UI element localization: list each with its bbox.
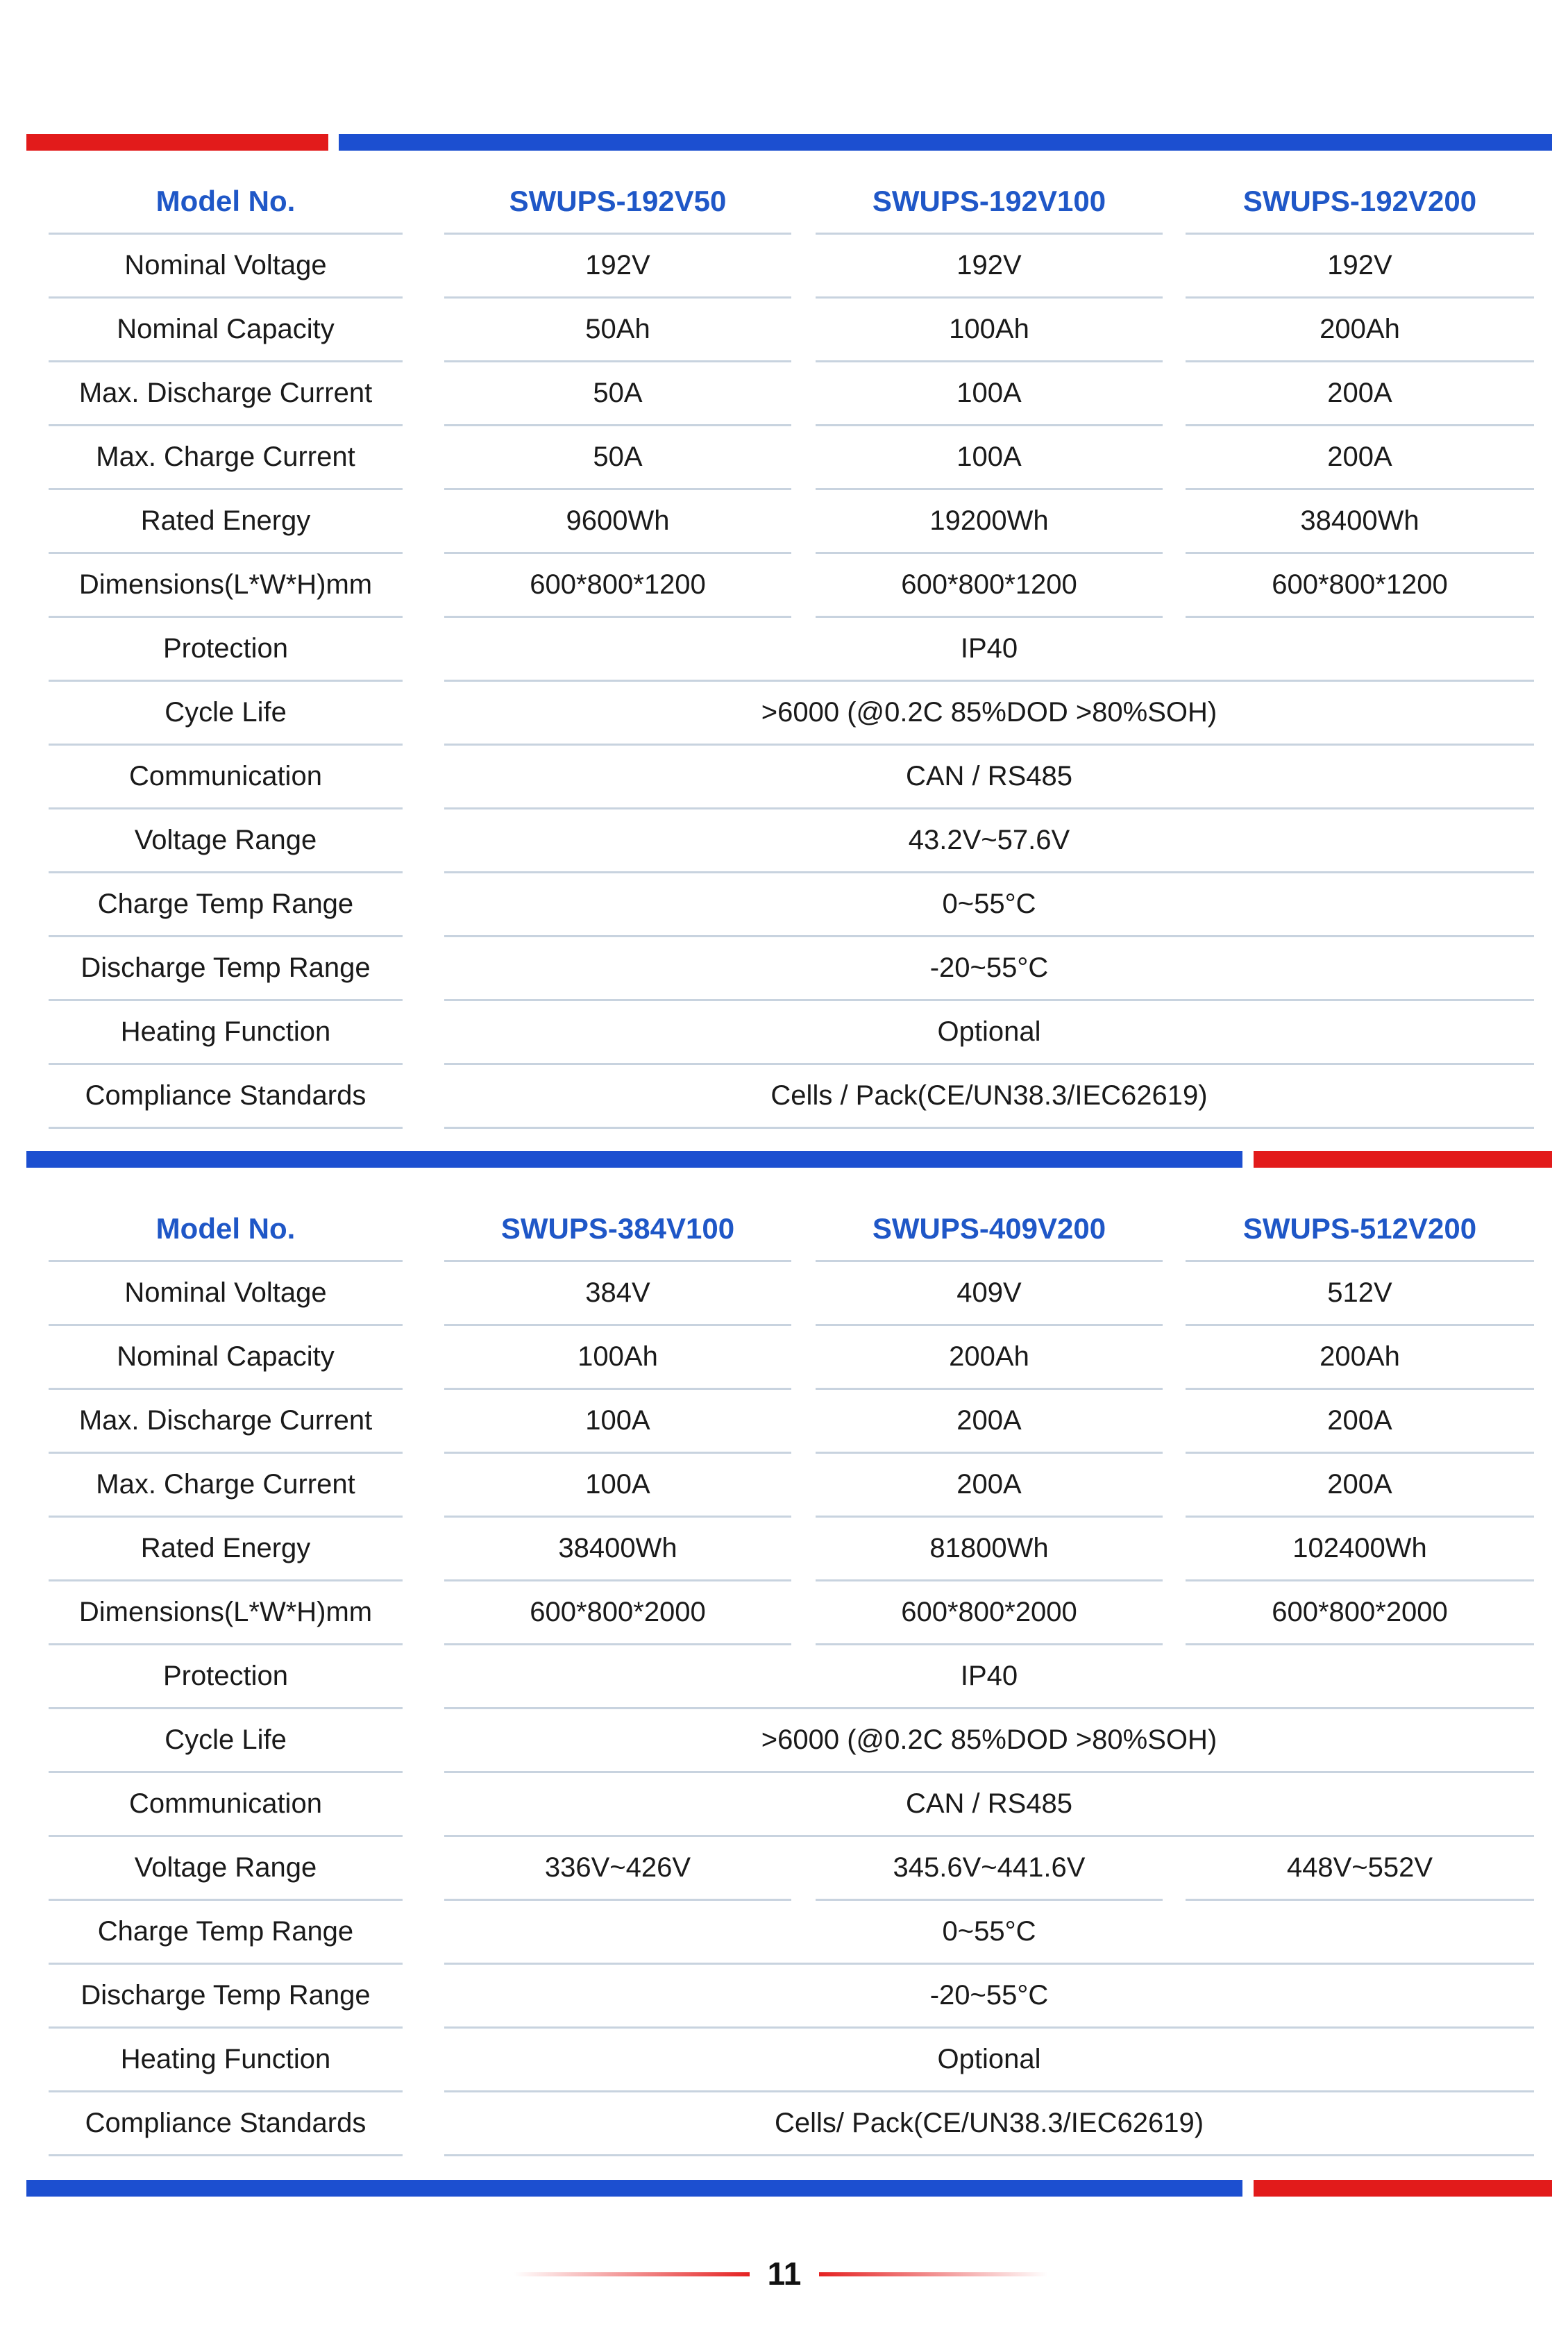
table-row — [49, 1064, 1534, 1128]
value-cell: 600*800*2000 — [1186, 1581, 1534, 1645]
table-row — [49, 489, 1534, 553]
value-cell: 600*800*1200 — [444, 553, 791, 618]
value-cell: 200Ah — [816, 1325, 1163, 1390]
header-cell: SWUPS-192V50 — [444, 170, 791, 235]
value-cell: 600*800*2000 — [816, 1581, 1163, 1645]
merged-value-cell: Cells/ Pack(CE/UN38.3/IEC62619) — [444, 2092, 1534, 2156]
value-cell: 81800Wh — [816, 1517, 1163, 1581]
merged-value-cell: -20~55°C — [444, 1964, 1534, 2029]
table-row — [49, 1645, 1534, 1709]
value-cell: 200Ah — [1186, 1325, 1534, 1390]
value-cell: 600*800*1200 — [816, 553, 1163, 618]
value-cell: 409V — [816, 1261, 1163, 1326]
row-label: Nominal Voltage — [49, 234, 403, 299]
table-body — [49, 1261, 1534, 2156]
row-label: Cycle Life — [49, 1709, 403, 1773]
merged-value-cell: Cells / Pack(CE/UN38.3/IEC62619) — [444, 1064, 1534, 1129]
table-row — [49, 617, 1534, 681]
row-label: Protection — [49, 617, 403, 682]
table-row — [49, 937, 1534, 1000]
table-row — [49, 1964, 1534, 2028]
value-cell: 200A — [1186, 1453, 1534, 1518]
spec-table-2 — [49, 1198, 1534, 2156]
row-label: Cycle Life — [49, 681, 403, 746]
header-cell: SWUPS-192V200 — [1186, 170, 1534, 235]
merged-value-cell: IP40 — [444, 617, 1534, 682]
table-header-row — [49, 170, 1534, 234]
table-row — [49, 1325, 1534, 1389]
merged-value-cell: >6000 (@0.2C 85%DOD >80%SOH) — [444, 1709, 1534, 1773]
value-cell: 100A — [444, 1389, 791, 1454]
table-row — [49, 234, 1534, 298]
value-cell: 600*800*1200 — [1186, 553, 1534, 618]
merged-value-cell: 0~55°C — [444, 1900, 1534, 1965]
footer-line-right — [819, 2272, 1048, 2276]
table-header-row — [49, 1198, 1534, 1261]
value-cell: 100A — [816, 362, 1163, 426]
table-row — [49, 2092, 1534, 2156]
table-row — [49, 1836, 1534, 1900]
row-label: Heating Function — [49, 1000, 403, 1065]
value-cell: 384V — [444, 1261, 791, 1326]
merged-value-cell: Optional — [444, 1000, 1534, 1065]
value-cell: 200A — [1186, 426, 1534, 490]
row-label: Communication — [49, 745, 403, 809]
merged-value-cell: 43.2V~57.6V — [444, 809, 1534, 873]
merged-value-cell: -20~55°C — [444, 937, 1534, 1001]
row-label: Charge Temp Range — [49, 1900, 403, 1965]
row-label: Nominal Voltage — [49, 1261, 403, 1326]
table-row — [49, 745, 1534, 809]
value-cell: 192V — [816, 234, 1163, 299]
header-cell: SWUPS-409V200 — [816, 1198, 1163, 1262]
value-cell: 600*800*2000 — [444, 1581, 791, 1645]
value-cell: 100Ah — [444, 1325, 791, 1390]
header-cell: Model No. — [49, 170, 403, 235]
row-label: Rated Energy — [49, 1517, 403, 1581]
merged-value-cell: CAN / RS485 — [444, 1772, 1534, 1837]
value-cell: 200A — [1186, 1389, 1534, 1454]
table-row — [49, 809, 1534, 873]
row-label: Max. Charge Current — [49, 426, 403, 490]
row-label: Protection — [49, 1645, 403, 1709]
merged-value-cell: Optional — [444, 2028, 1534, 2092]
header-cell: SWUPS-512V200 — [1186, 1198, 1534, 1262]
table-row — [49, 362, 1534, 426]
row-label: Heating Function — [49, 2028, 403, 2092]
value-cell: 512V — [1186, 1261, 1534, 1326]
row-label: Rated Energy — [49, 489, 403, 554]
header-cell: Model No. — [49, 1198, 403, 1262]
value-cell: 38400Wh — [444, 1517, 791, 1581]
row-label: Nominal Capacity — [49, 298, 403, 362]
page-number: 11 — [767, 2256, 802, 2292]
bottom-blue-bar — [26, 2180, 1242, 2197]
header-cell: SWUPS-384V100 — [444, 1198, 791, 1262]
row-label: Max. Discharge Current — [49, 1389, 403, 1454]
row-label: Max. Charge Current — [49, 1453, 403, 1518]
bottom-red-bar — [1254, 2180, 1552, 2197]
value-cell: 50A — [444, 426, 791, 490]
value-cell: 192V — [444, 234, 791, 299]
row-label: Compliance Standards — [49, 2092, 403, 2156]
table-row — [49, 1389, 1534, 1453]
table-row — [49, 298, 1534, 362]
header-cell: SWUPS-192V100 — [816, 170, 1163, 235]
table-body — [49, 234, 1534, 1128]
merged-value-cell: 0~55°C — [444, 873, 1534, 937]
table-row — [49, 1772, 1534, 1836]
table-row — [49, 426, 1534, 489]
value-cell: 345.6V~441.6V — [816, 1836, 1163, 1901]
value-cell: 19200Wh — [816, 489, 1163, 554]
merged-value-cell: CAN / RS485 — [444, 745, 1534, 809]
value-cell: 50A — [444, 362, 791, 426]
value-cell: 200Ah — [1186, 298, 1534, 362]
row-label: Voltage Range — [49, 1836, 403, 1901]
value-cell: 100Ah — [816, 298, 1163, 362]
value-cell: 200A — [816, 1453, 1163, 1518]
row-label: Dimensions(L*W*H)mm — [49, 553, 403, 618]
value-cell: 100A — [816, 426, 1163, 490]
table-row — [49, 1000, 1534, 1064]
spec-table-1 — [49, 170, 1534, 1128]
value-cell: 102400Wh — [1186, 1517, 1534, 1581]
value-cell: 448V~552V — [1186, 1836, 1534, 1901]
value-cell: 50Ah — [444, 298, 791, 362]
value-cell: 336V~426V — [444, 1836, 791, 1901]
table-row — [49, 553, 1534, 617]
row-label: Dimensions(L*W*H)mm — [49, 1581, 403, 1645]
row-label: Max. Discharge Current — [49, 362, 403, 426]
value-cell: 192V — [1186, 234, 1534, 299]
value-cell: 200A — [1186, 362, 1534, 426]
middle-red-bar — [1254, 1151, 1552, 1168]
table-row — [49, 1261, 1534, 1325]
row-label: Voltage Range — [49, 809, 403, 873]
footer-line-left — [514, 2272, 750, 2276]
merged-value-cell: IP40 — [444, 1645, 1534, 1709]
row-label: Discharge Temp Range — [49, 1964, 403, 2029]
table-row — [49, 2028, 1534, 2092]
table-row — [49, 1517, 1534, 1581]
value-cell: 200A — [816, 1389, 1163, 1454]
table-row — [49, 1709, 1534, 1772]
row-label: Compliance Standards — [49, 1064, 403, 1129]
row-label: Communication — [49, 1772, 403, 1837]
value-cell: 100A — [444, 1453, 791, 1518]
table-row — [49, 1581, 1534, 1645]
value-cell: 38400Wh — [1186, 489, 1534, 554]
table-row — [49, 1453, 1534, 1517]
merged-value-cell: >6000 (@0.2C 85%DOD >80%SOH) — [444, 681, 1534, 746]
page-footer — [0, 2253, 1568, 2294]
top-blue-bar — [339, 134, 1552, 151]
row-label: Charge Temp Range — [49, 873, 403, 937]
table-row — [49, 681, 1534, 745]
table-row — [49, 1900, 1534, 1964]
row-label: Nominal Capacity — [49, 1325, 403, 1390]
table-row — [49, 873, 1534, 937]
row-label: Discharge Temp Range — [49, 937, 403, 1001]
middle-blue-bar — [26, 1151, 1242, 1168]
value-cell: 9600Wh — [444, 489, 791, 554]
top-red-bar — [26, 134, 328, 151]
